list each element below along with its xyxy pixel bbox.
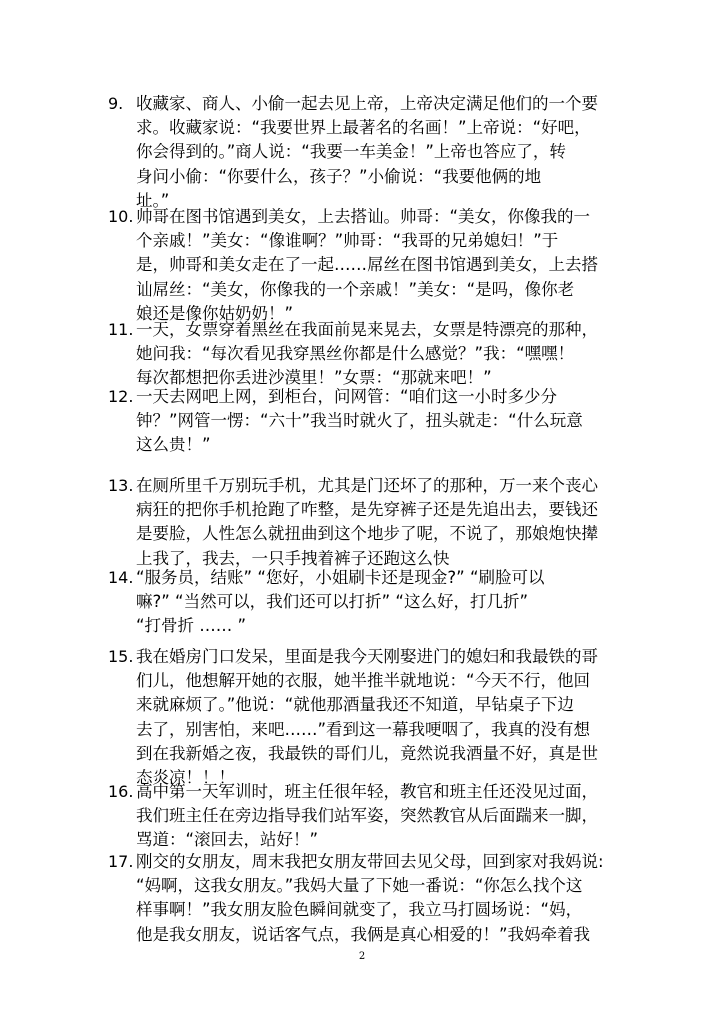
item-number: 9. xyxy=(108,94,124,113)
item-text-line: 收藏家、商人、小偷一起去见上帝，上帝决定满足他们的一个要 xyxy=(136,94,598,113)
item-text-line: 上我了，我去，一只手拽着裤子还跑这么快 xyxy=(136,548,450,568)
item-text-line: 骂道：“滚回去，站好！” xyxy=(136,830,319,850)
list-item-17 xyxy=(108,850,628,947)
item-number: 14. xyxy=(108,568,134,587)
item-text-line: 你会得到的。”商人说：“我要一车美金！”上帝也答应了，转 xyxy=(136,142,566,162)
item-text-line: 病狂的把你手机抢跑了咋整，是先穿裤子还是先追出去，要钱还 xyxy=(136,500,598,520)
page-number: 2 xyxy=(358,951,366,962)
item-text-line: 态炎凉！！！ xyxy=(136,767,235,787)
list-item-14 xyxy=(108,566,628,639)
item-text-line: 个亲戚！”美女：“像谁啊？”帅哥：“我哥的兄弟媳妇！”于 xyxy=(136,231,559,251)
list-item-9 xyxy=(108,92,628,213)
list-item-16 xyxy=(108,780,628,853)
item-text-line: 我在婚房门口发呆，里面是我今天刚娶进门的媳妇和我最铁的哥 xyxy=(136,647,598,666)
item-text-line: 址。” xyxy=(136,190,170,210)
item-text-line: 来就麻烦了。”他说：“就他那酒量我还不知道，早钻桌子下边 xyxy=(136,695,574,715)
list-item-10 xyxy=(108,205,628,326)
item-text-line: 我们班主任在旁边指导我们站军姿，突然教官从后面踹来一脚， xyxy=(136,806,598,826)
item-text-line: 身问小偷：“你要什么，孩子？”小偷说：“我要他俩的地 xyxy=(136,166,542,186)
item-text-line: 求。收藏家说：“我要世界上最著名的名画！”上帝说：“好吧， xyxy=(136,118,591,138)
item-number: 11. xyxy=(108,320,134,339)
item-number: 16. xyxy=(108,782,134,801)
list-item-11 xyxy=(108,318,628,391)
item-text-line: 他是我女朋友，说话客气点，我俩是真心相爱的！”我妈牵着我 xyxy=(136,924,591,944)
item-text-line: 每次都想把你丢进沙漠里！”女票：“那就来吧！” xyxy=(136,368,492,388)
item-number: 12. xyxy=(108,387,134,406)
item-text-line: “妈啊，这我女朋友。”我妈大量了下她一番说：“你怎么找个这 xyxy=(136,876,583,896)
item-number: 10. xyxy=(108,207,134,226)
item-text-line: 刚交的女朋友，周末我把女朋友带回去见父母，回到家对我妈说: xyxy=(136,852,604,871)
item-number: 15. xyxy=(108,647,134,666)
item-text-line: 去了，别害怕，来吧……”看到这一幕我哽咽了，我真的没有想 xyxy=(136,719,591,739)
item-text-line: 样事啊！”我女朋友脸色瞬间就变了，我立马打圆场说：“妈， xyxy=(136,900,583,920)
item-number: 13. xyxy=(108,476,134,495)
item-text-line: 们儿，他想解开她的衣服，她半推半就地说：“今天不行，他回 xyxy=(136,671,591,691)
item-text-line: “打骨折 …… ” xyxy=(136,616,247,636)
item-text-line: 嘛?” “当然可以，我们还可以打折” “这么好，打几折” xyxy=(136,592,528,612)
item-text-line: 钟？”网管一愣：“六十”我当时就火了，扭头就走：“什么玩意 xyxy=(136,411,583,431)
item-text-line: 她问我：“每次看见我穿黑丝你都是什么感觉？”我：“嘿嘿！ xyxy=(136,344,575,364)
item-text-line: 到在我新婚之夜，我最铁的哥们儿，竟然说我酒量不好，真是世 xyxy=(136,743,598,763)
item-text-line: 一天去网吧上网，到柜台，问网管：“咱们这一小时多少分 xyxy=(136,387,558,406)
item-text-line: 娘还是像你姑奶奶！” xyxy=(136,303,294,323)
item-text-line: 是，帅哥和美女走在了一起……屌丝在图书馆遇到美女，上去搭 xyxy=(136,255,598,275)
list-item-13 xyxy=(108,474,628,571)
item-text-line: 一天，女票穿着黑丝在我面前晃来晃去，女票是特漂亮的那种， xyxy=(136,320,598,339)
list-item-15 xyxy=(108,645,628,790)
item-text-line: 帅哥在图书馆遇到美女，上去搭讪。帅哥：“美女，你像我的一 xyxy=(136,207,591,226)
list-item-12 xyxy=(108,385,628,458)
item-text-line: 高中第一天军训时，班主任很年轻，教官和班主任还没见过面， xyxy=(136,782,598,801)
item-text-line: 在厕所里千万别玩手机，尤其是门还坏了的那种，万一来个丧心 xyxy=(136,476,598,495)
item-number: 17. xyxy=(108,852,134,871)
item-text-line: 这么贵！” xyxy=(136,435,211,455)
item-text-line: 讪屌丝：“美女，你像我的一个亲戚！”美女：“是吗，像你老 xyxy=(136,279,575,299)
item-text-line: “服务员，结账” “您好，小姐刷卡还是现金?” “刷脸可以 xyxy=(136,568,545,587)
item-text-line: 是要脸，人性怎么就扭曲到这个地步了呢，不说了，那娘炮快撵 xyxy=(136,524,598,544)
